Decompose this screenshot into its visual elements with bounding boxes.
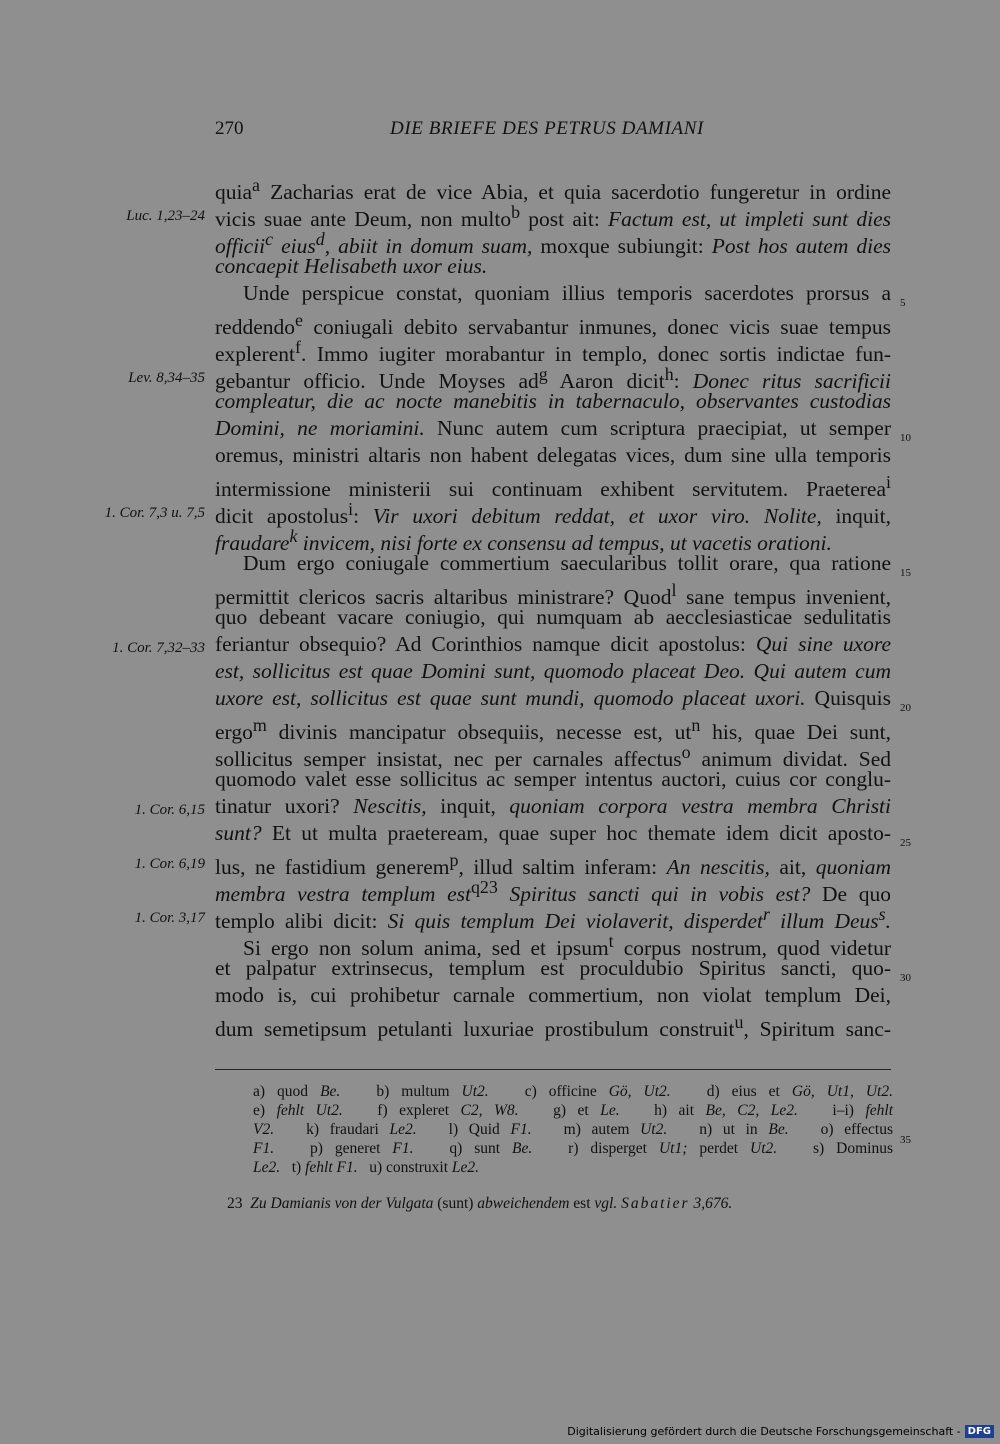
apparatus-footnotes [227,1082,894,1213]
margin-reference: 1. Cor. 7,32–33 [112,640,205,656]
text-line: feriantur obsequio? Ad Corinthios namque dicit apostolus: Qui sine uxore [215,632,891,656]
dfg-logo-icon: DFG [965,1425,994,1438]
text-line: quomodo valet esse sollicitus ac semper intentus auctori, cuius cor conglu- [215,767,891,791]
text-line: Si ergo non solum anima, sed et ipsum$^t$ corpus nostrum, quod videtur [243,931,891,961]
margin-reference: 1. Cor. 3,17 [134,910,205,926]
text-line: permittit clericos sacris altaribus ministrare? Quod$^l$ sane tempus invenient, [215,580,891,610]
line-number: 15 [900,567,911,579]
margin-reference: 1. Cor. 6,19 [134,856,205,872]
footnote-line: V2. k) fraudari Le2. l) Quid F1. m) autem Ut2. n) ut in Be. o) effectus [253,1121,894,1138]
footnote-line: Le2. t) fehlt F1. u) construxit Le2. [253,1159,480,1176]
footnote-line: F1. p) generet F1. q) sunt Be. r) disperget Ut1; perdet Ut2. s) Dominus [253,1140,894,1157]
line-number: 35 [900,1134,911,1146]
text-line: et palpatur extrinsecus, templum est proculdubio Spiritus sancti, quo- [215,956,891,980]
text-line: vicis suae ante Deum, non multo$^b$ post ait: Factum est, ut impleti sunt dies [215,202,891,232]
margin-reference: Lev. 8,34–35 [128,370,205,386]
footnote-line: e) fehlt Ut2. f) expleret C2, W8. g) et Le. h) ait Be, C2, Le2. i–i) fehlt [253,1102,894,1119]
line-number: 20 [900,702,911,714]
source-footnote: 23 Zu Damianis von der Vulgata (sunt) abweichendem est vgl. Sabatier 3,676. [227,1195,733,1212]
text-line: intermissione ministerii sui continuam exhibent servitutem. Praeterea$^i$ [215,472,891,502]
line-number: 25 [900,837,911,849]
text-line: officii$^c$ eius$^d$, abiit in domum suam, moxque subiungit: Post hos autem dies [215,229,891,259]
text-line: lus, ne fastidium generem$^p$, illud saltim inferam: An nescitis, ait, quoniam [215,850,891,880]
text-line: ergo$^m$ divinis mancipatur obsequiis, necesse est, $ut^n$ his, quae Dei sunt, [215,715,891,745]
credit-text: Digitalisierung gefördert durch die Deutsche Forschungsgemeinschaft - [567,1425,961,1438]
text-line: fraudare$^k$ invicem, nisi forte ex consensu ad tempus, ut vacetis orationi. [215,526,832,556]
main-text [215,172,892,1042]
text-line: Dum ergo coniugale commertium saecularibus tollit orare, qua ratione [243,551,891,575]
margin-reference: Luc. 1,23–24 [126,208,205,224]
text-line: reddendo$^e$ coniugali debito servabantur inmunes, donec vicis suae tempus [215,310,891,340]
text-line: tinatur uxori? Nescitis, inquit, quoniam corpora vestra membra Christi [215,794,892,818]
margin-reference: 1. Cor. 7,3 u. 7,5 [104,505,205,521]
text-line: gebantur officio. Unde Moyses $ad^g$ Aaron dicit$^h$: Donec ritus sacrificii [215,364,891,394]
text-line: oremus, ministri altaris non habent delegatas vices, dum sine ulla temporis [215,443,891,467]
text-line: sollicitus semper insistat, nec per carnales affectus$^o$ animum dividat. Sed [215,742,891,772]
footnote-line: a) quod Be. b) multum Ut2. c) officine Gö, Ut2. d) eius et Gö, Ut1, Ut2. [253,1083,893,1100]
text-line: quo debeant vacare coniugio, qui numquam ab aecclesiasticae sedulitatis [215,605,891,629]
page-number: 270 [215,118,244,139]
text-line: modo is, cui prohibetur carnale commertium, non violat templum Dei, [215,983,891,1007]
text-line: est, sollicitus est quae Domini sunt, quomodo placeat Deo. Qui autem cum [215,659,891,683]
footnote-rule [215,1069,891,1070]
margin-reference: 1. Cor. 6,15 [134,802,205,818]
text-line: compleatur, die ac nocte manebitis in tabernaculo, observantes custodias [215,389,891,413]
text-line: Unde perspicue constat, quoniam illius temporis sacerdotes prorsus a [243,281,891,305]
text-line: membra vestra templum est$^{q23}$ Spiritus sancti qui in vobis est? De quo [215,877,891,907]
text-line: Domini, ne moriamini. Nunc autem cum scriptura praecipiat, ut semper [215,416,891,440]
text-line: concaepit Helisabeth uxor eius. [215,254,488,278]
text-line: dum semetipsum petulanti luxuriae prostibulum construit$^u$, Spiritum sanc- [215,1012,891,1042]
text-line: dicit apostolus$^i$: Vir uxori debitum reddat, et uxor viro. Nolite, inquit, [215,499,891,529]
line-number: 30 [900,972,911,984]
text-line: explerent$^f$. Immo iugiter morabantur in templo, donec sortis indictae fun- [215,337,891,367]
text-line: quia$^a$ Zacharias erat de vice Abia, et quia sacerdotio fungeretur in ordine [215,175,891,205]
digitization-credit [567,1425,994,1438]
line-number: 10 [900,432,911,444]
text-line: uxore est, sollicitus est quae sunt mundi, quomodo placeat uxori. Quisquis [215,686,891,710]
running-title: DIE BRIEFE DES PETRUS DAMIANI [390,118,704,139]
line-number: 5 [900,297,906,309]
text-line: sunt? Et ut multa praeteream, quae super hoc themate idem dicit aposto- [215,821,891,845]
text-line: templo alibi dicit: Si quis templum Dei violaverit, disperdet$^r$ illum Deus$^s$. [215,904,891,934]
